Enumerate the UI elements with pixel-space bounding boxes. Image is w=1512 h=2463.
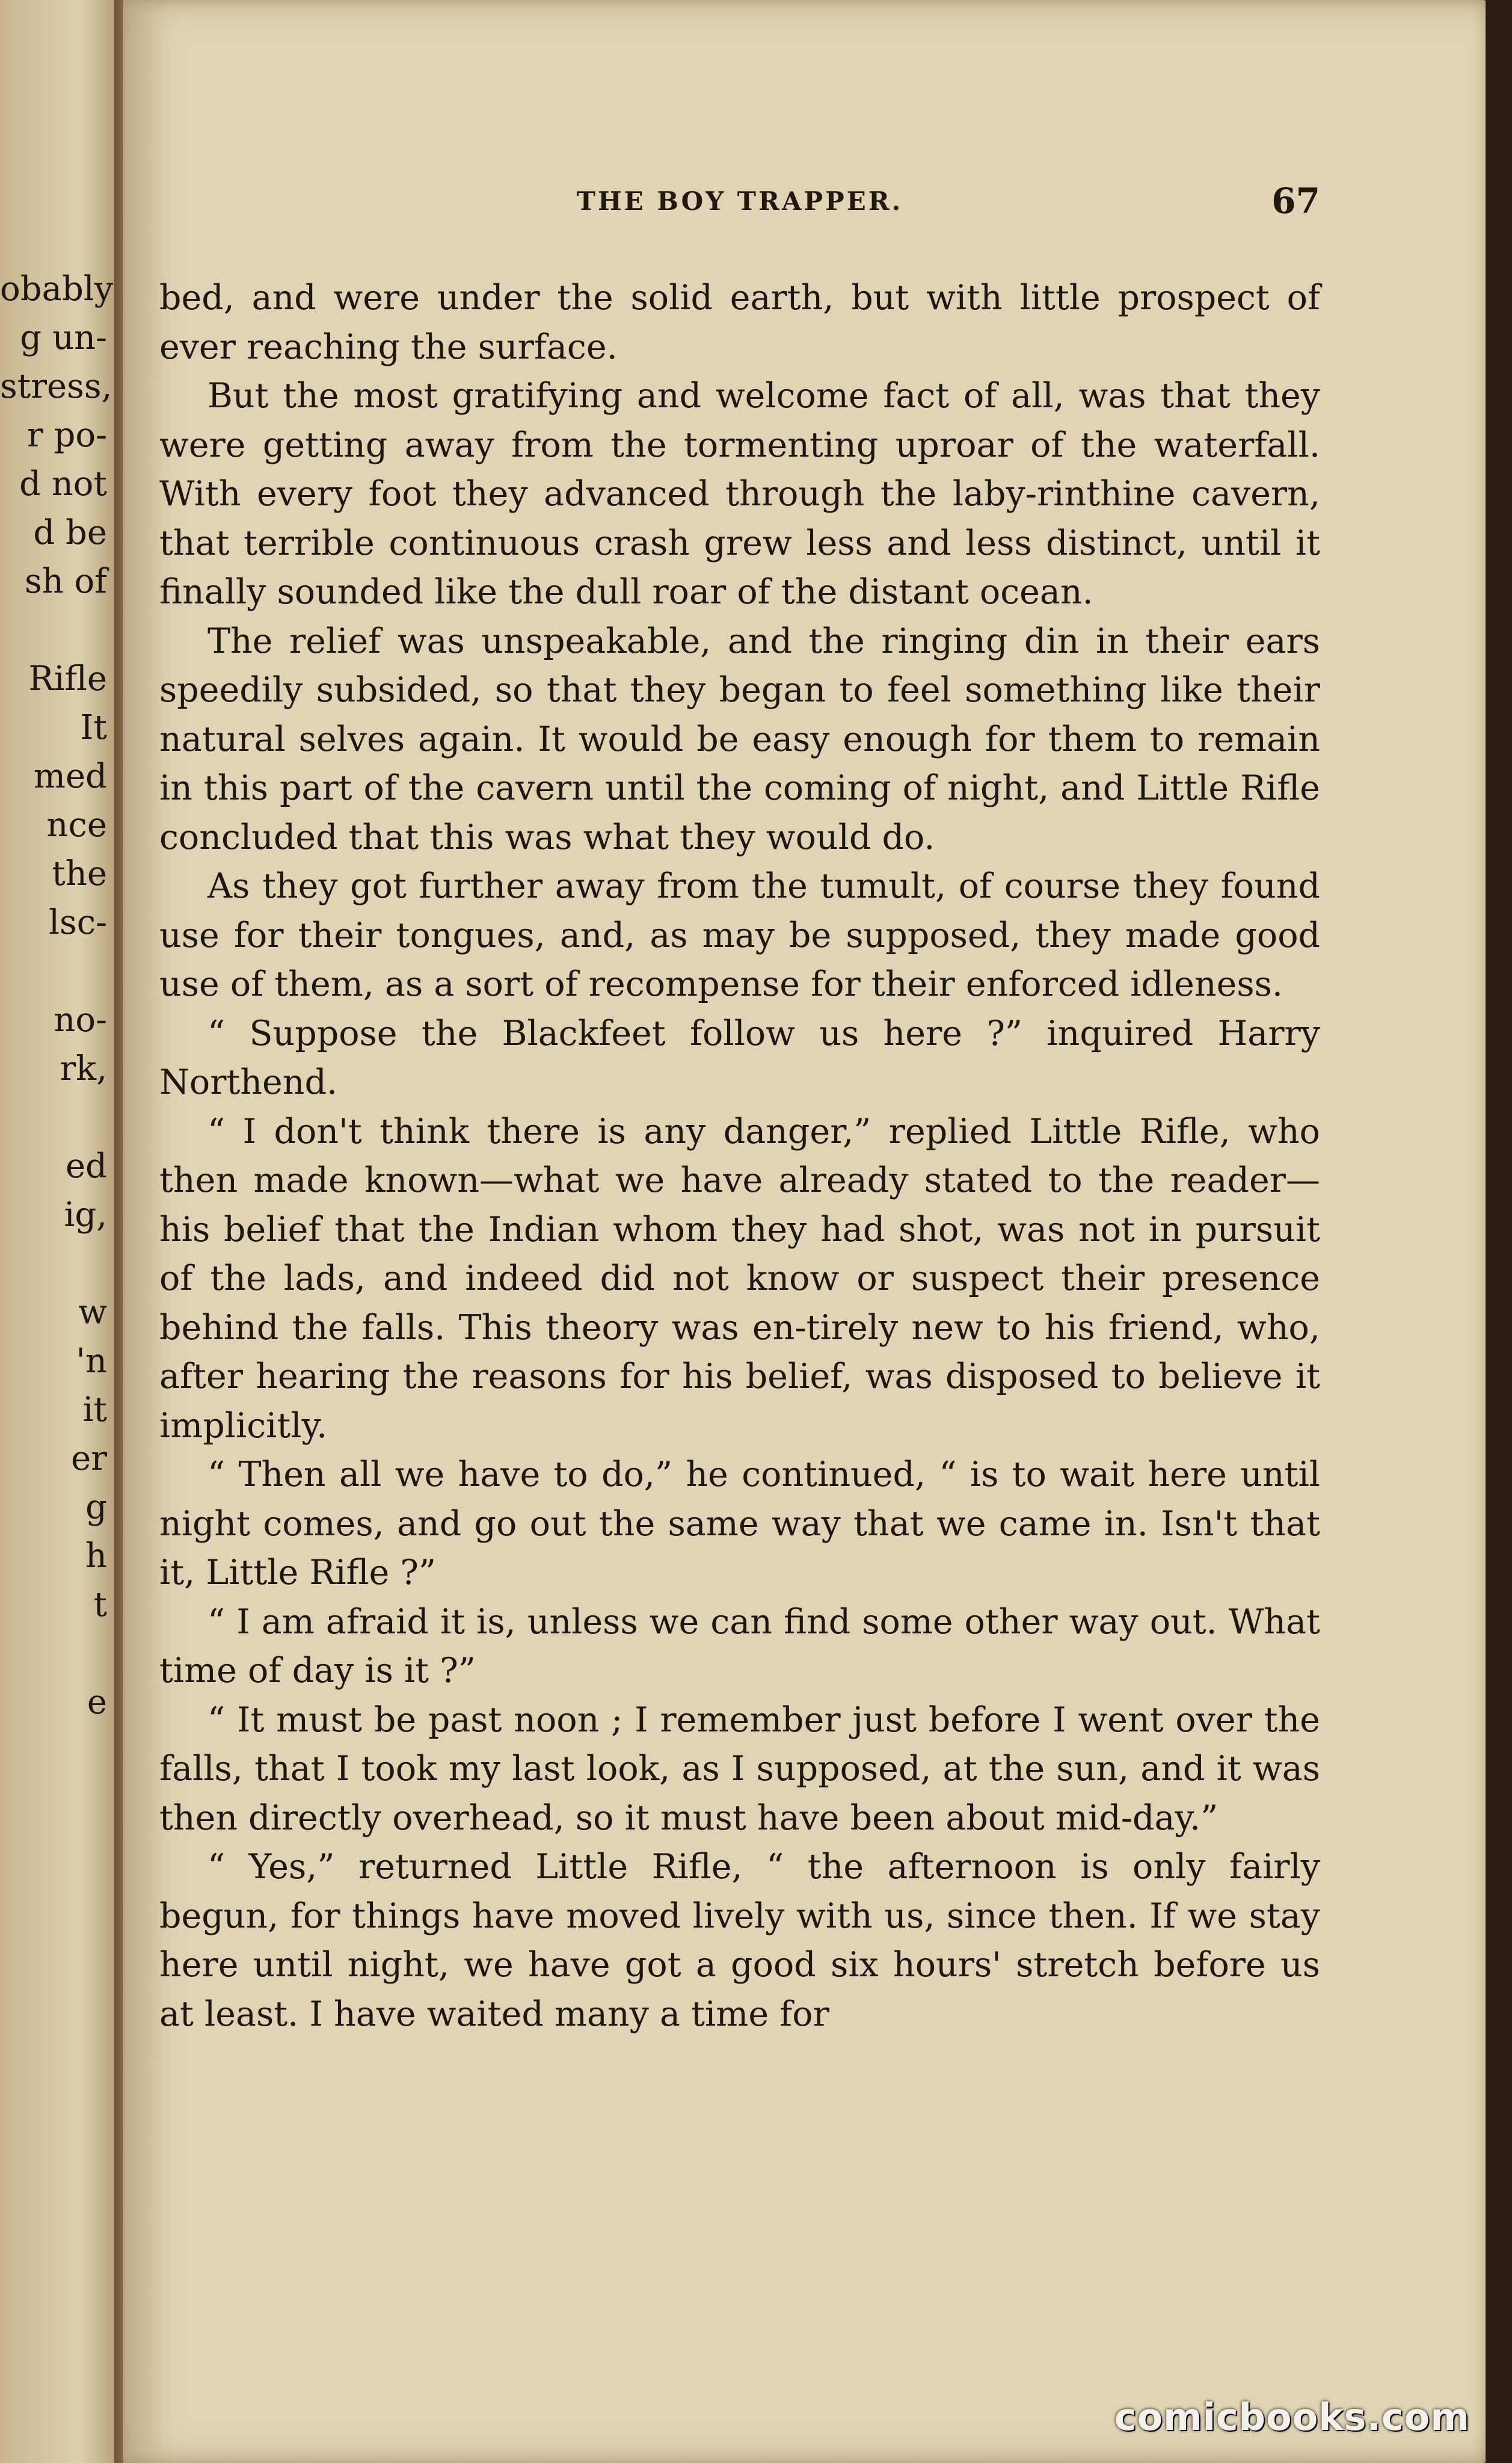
left-page-fragment: It: [80, 708, 107, 747]
left-page-fragment: er: [71, 1439, 107, 1478]
left-page-fragment: lsc-: [49, 903, 107, 942]
left-page-fragment: [0, 1239, 107, 1288]
left-page-fragment: 'n: [76, 1342, 107, 1381]
left-page-fragment: the: [52, 854, 107, 893]
left-page-fragment: [0, 947, 107, 996]
left-page-text-fragments: [0, 265, 114, 1727]
paragraph: “ Suppose the Blackfeet follow us here ?” inquired Harry Northend.: [159, 1013, 1320, 1102]
left-page-fragment: [0, 606, 107, 655]
paragraph: But the most gratifying and welcome fact of all, was that they were getting away from the tormenting uproar of the waterfall. With every foot they advanced through the laby-rinthine cavern, that terrible continuous crash grew less and less distinct, until it finally sounded like the dull roar of the distant ocean.: [159, 376, 1320, 612]
body-text: [159, 274, 1320, 2039]
left-page-fragment: t: [93, 1585, 107, 1624]
paragraph: As they got further away from the tumult, of course they found use for their tongues, and, as may be supposed, they made good use of them, as a sort of recompense for their enforced idleness.: [159, 866, 1320, 1004]
page-edge-shadow: [1486, 0, 1512, 2463]
left-page-fragment: d not: [19, 464, 107, 504]
left-page-fragment: stress,: [0, 367, 112, 406]
site-watermark: comicbooks.com: [1114, 2395, 1470, 2439]
left-page-fragment: no-: [54, 1000, 107, 1040]
left-page-fragment: g: [85, 1488, 107, 1527]
left-page-fragment: [0, 1629, 107, 1678]
left-facing-page: [0, 0, 114, 2463]
left-page-fragment: sh of: [24, 562, 107, 601]
paragraph: “ I am afraid it is, unless we can find some other way out. What time of day is it ?”: [159, 1601, 1320, 1691]
left-page-fragment: r po-: [26, 416, 107, 455]
paragraph: “ Yes,” returned Little Rifle, “ the afternoon is only fairly begun, for things have moved lively with us, since then. If we stay here until night, we have got a good six hours' stretch before us at least. I have waited many a time for: [159, 1847, 1320, 2034]
left-page-fragment: Rifle: [28, 659, 107, 698]
left-page-fragment: [0, 1093, 107, 1142]
left-page-fragment: nce: [46, 806, 107, 845]
left-page-fragment: ed: [66, 1147, 107, 1186]
left-page-fragment: obably: [0, 270, 114, 309]
left-page-fragment: d be: [33, 513, 107, 552]
page-number: 67: [1271, 180, 1320, 221]
left-page-fragment: e: [87, 1683, 107, 1722]
paragraph: “ I don't think there is any danger,” replied Little Rifle, who then made known—what we have already stated to the reader—his belief that the Indian whom they had shot, was not in pursuit of the lads, and indeed did not know or suspect their presence behind the falls. This theory was en-tirely new to his friend, who, after hearing the reasons for his belief, was disposed to believe it implicitly.: [159, 1111, 1320, 1446]
running-head: THE BOY TRAPPER.: [576, 186, 903, 216]
paragraph: “ Then all we have to do,” he continued, “ is to wait here until night comes, and go out the same way that we came in. Isn't that it, Little Rifle ?”: [159, 1455, 1320, 1592]
left-page-fragment: ig,: [64, 1195, 107, 1235]
left-page-fragment: med: [33, 757, 107, 796]
left-page-fragment: h: [85, 1537, 107, 1576]
left-page-fragment: w: [78, 1293, 107, 1332]
left-page-fragment: g un-: [20, 318, 107, 357]
left-page-fragment: rk,: [60, 1049, 107, 1088]
paragraph: The relief was unspeakable, and the ringing din in their ears speedily subsided, so that they began to feel something like their natural selves again. It would be easy enough for them to remain in this part of the cavern until the coming of night, and Little Rifle concluded that this was what they would do.: [159, 621, 1320, 857]
paragraph: bed, and were under the solid earth, but with little prospect of ever reaching the surface.: [159, 278, 1320, 367]
paragraph: “ It must be past noon ; I remember just before I went over the falls, that I took my last look, as I supposed, at the sun, and it was then directly overhead, so it must have been about mid-day.”: [159, 1700, 1320, 1838]
left-page-fragment: it: [82, 1390, 107, 1429]
page-header: [159, 180, 1320, 229]
